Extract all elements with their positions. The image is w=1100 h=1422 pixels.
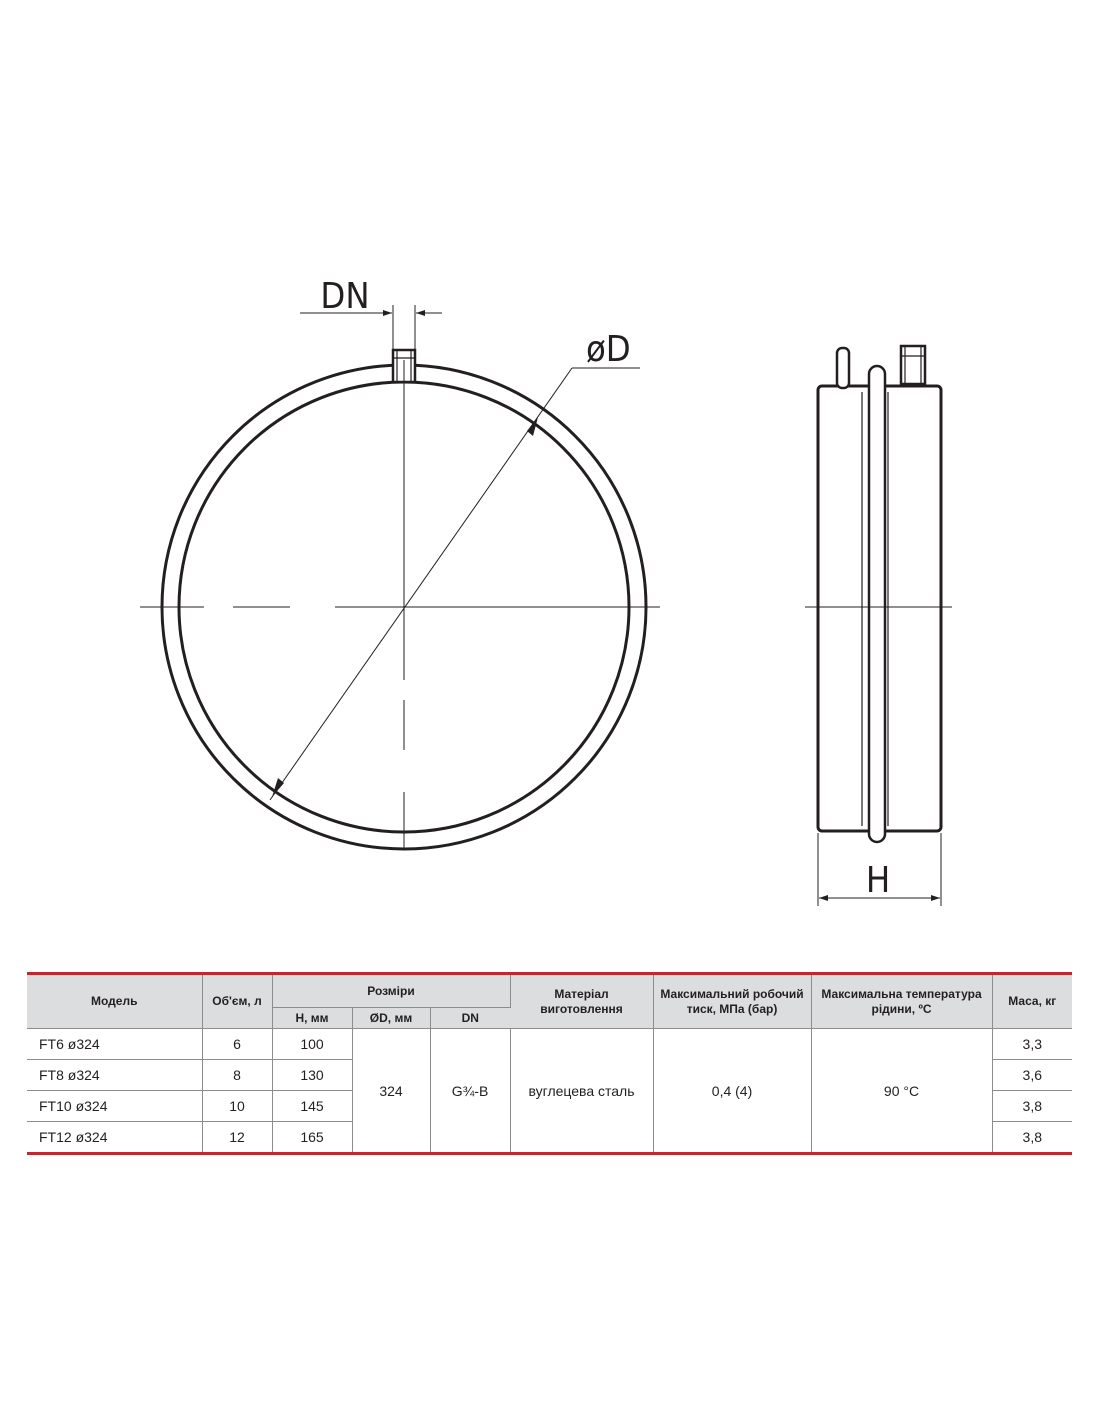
cell-volume: 10 (202, 1091, 272, 1122)
header-material: Матеріал виготовлення (510, 974, 653, 1029)
table-row (27, 1029, 1072, 1060)
cell-model: FT10 ø324 (27, 1091, 202, 1122)
header-dimensions: Розміри (272, 974, 510, 1008)
diameter-label: øD (586, 329, 631, 370)
dn-label: DN (320, 276, 370, 317)
cell-dn: G¾-B (430, 1029, 510, 1154)
cell-material: вуглецева сталь (510, 1029, 653, 1154)
cell-h: 145 (272, 1091, 352, 1122)
cell-h: 130 (272, 1060, 352, 1091)
height-label: H (865, 860, 891, 901)
header-pressure: Максимальний робочий тиск, МПа (бар) (653, 974, 811, 1029)
header-d: ØD, мм (352, 1008, 430, 1029)
cell-mass: 3,6 (992, 1060, 1072, 1091)
cell-volume: 6 (202, 1029, 272, 1060)
cell-model: FT6 ø324 (27, 1029, 202, 1060)
cell-model: FT8 ø324 (27, 1060, 202, 1091)
front-view (140, 276, 660, 849)
side-view (805, 346, 952, 906)
cell-volume: 12 (202, 1122, 272, 1154)
front-center-lines (140, 360, 660, 848)
header-h: H, мм (272, 1008, 352, 1029)
header-dn: DN (430, 1008, 510, 1029)
cell-mass: 3,8 (992, 1122, 1072, 1154)
side-connection-nipple (901, 346, 925, 384)
cell-d: 324 (352, 1029, 430, 1154)
cell-mass: 3,8 (992, 1091, 1072, 1122)
header-mass: Маса, кг (992, 974, 1072, 1029)
header-volume: Об'єм, л (202, 974, 272, 1029)
cell-model: FT12 ø324 (27, 1122, 202, 1154)
air-valve (837, 348, 849, 388)
cell-mass: 3,3 (992, 1029, 1072, 1060)
tank-flange (869, 366, 885, 842)
cell-pressure: 0,4 (4) (653, 1029, 811, 1154)
specifications-table (27, 972, 1072, 1155)
cell-temperature: 90 °C (811, 1029, 992, 1154)
diameter-dimension-line (270, 368, 572, 800)
cell-h: 100 (272, 1029, 352, 1060)
cell-volume: 8 (202, 1060, 272, 1091)
cell-h: 165 (272, 1122, 352, 1154)
header-model: Модель (27, 974, 202, 1029)
header-temperature: Максимальна температура рідини, ºС (811, 974, 992, 1029)
